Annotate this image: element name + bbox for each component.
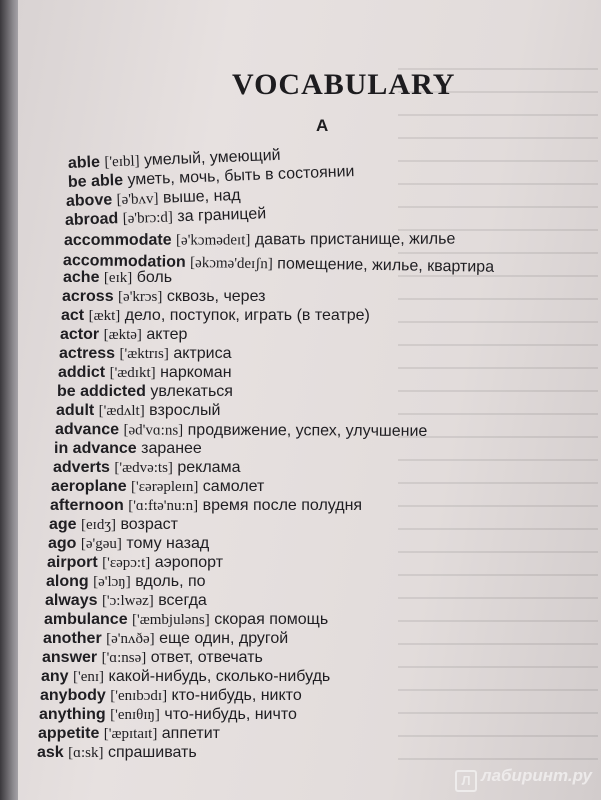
headword: ask <box>37 744 64 761</box>
headword: abroad <box>64 210 119 229</box>
headword: accommodation <box>62 252 186 271</box>
transcription: ['æktrɪs] <box>119 346 169 362</box>
translation: актриса <box>173 345 232 362</box>
headword: always <box>45 592 98 609</box>
headword: above <box>65 191 113 210</box>
transcription: ['enɪbɔdɪ] <box>110 688 168 704</box>
transcription: ['enɪθɪŋ] <box>110 707 160 723</box>
translation: взрослый <box>149 402 221 419</box>
translation: увлекаться <box>150 383 233 400</box>
translation: вдоль, по <box>135 573 206 590</box>
headword: anything <box>39 706 106 723</box>
transcription: [ə'krɔs] <box>118 289 163 305</box>
vocabulary-entry <box>54 440 202 458</box>
translation: актер <box>146 326 188 343</box>
headword: ago <box>48 535 77 552</box>
headword: age <box>49 516 77 533</box>
page-title: VOCABULARY <box>232 68 456 101</box>
vocabulary-entry <box>60 326 187 344</box>
translation: спрашивать <box>107 744 197 761</box>
translation: уметь, мочь, быть в состоянии <box>127 163 355 189</box>
headword: afternoon <box>50 497 124 514</box>
transcription: [əkɔmə'deɪʃn] <box>189 254 273 273</box>
headword: be able <box>67 171 124 191</box>
transcription: ['ɑ:nsə] <box>101 650 147 666</box>
vocabulary-entry <box>39 706 297 724</box>
headword: appetite <box>38 725 100 742</box>
transcription: [ə'brɔ:d] <box>122 209 174 228</box>
transcription: ['enɪ] <box>73 669 105 685</box>
vocabulary-entry <box>55 421 427 441</box>
transcription: [ɑ:sk] <box>68 745 104 761</box>
vocabulary-entry <box>49 516 178 534</box>
transcription: ['ædvə:ts] <box>114 460 173 476</box>
transcription: [æktə] <box>103 327 142 343</box>
transcription: ['æpɪtaɪt] <box>103 726 158 742</box>
transcription: ['ædʌlt] <box>98 403 145 419</box>
vocabulary-entry <box>46 573 206 591</box>
translation: выше, над <box>162 186 241 207</box>
vocabulary-entry <box>61 307 370 325</box>
transcription: [ə'nʌðə] <box>106 631 155 647</box>
translation: какой-нибудь, сколько-нибудь <box>108 668 331 685</box>
headword: along <box>46 573 89 590</box>
headword: accommodate <box>63 231 172 249</box>
headword: another <box>43 630 102 647</box>
vocabulary-entry <box>37 744 197 762</box>
transcription: ['ædɪkt] <box>109 365 156 381</box>
headword: adult <box>56 402 95 419</box>
vocabulary-entry <box>63 269 172 287</box>
headword: advance <box>54 421 120 439</box>
translation: сквозь, через <box>166 288 266 305</box>
translation: боль <box>136 269 173 286</box>
headword: aeroplane <box>51 478 127 495</box>
transcription: [eɪk] <box>103 270 133 286</box>
headword: across <box>62 288 114 305</box>
vocabulary-entry <box>58 364 232 382</box>
headword: able <box>67 153 101 172</box>
vocabulary-entry <box>44 611 328 629</box>
transcription: [ə'gəu] <box>80 536 122 552</box>
translation: еще один, другой <box>159 630 289 647</box>
vocabulary-entry <box>57 383 233 401</box>
translation: наркоман <box>160 364 232 381</box>
headword: answer <box>42 649 98 666</box>
translation: аэропорт <box>154 554 224 571</box>
headword: adverts <box>53 459 110 476</box>
vocabulary-entry <box>41 668 330 686</box>
translation: ответ, отвечать <box>150 649 263 666</box>
translation: заранее <box>141 440 202 457</box>
headword: ache <box>63 269 100 286</box>
vocabulary-entry <box>38 725 220 743</box>
headword: ambulance <box>44 611 128 628</box>
transcription: [eɪdʒ] <box>81 517 117 533</box>
watermark-text: лабиринт.ру <box>481 766 592 785</box>
headword: anybody <box>40 687 106 704</box>
transcription: [ə'bʌv] <box>116 190 159 209</box>
translation: давать пристанище, жилье <box>254 230 456 249</box>
vocabulary-entry <box>42 649 263 667</box>
vocabulary-entry <box>50 497 362 515</box>
transcription: ['ɛəpɔ:t] <box>102 555 151 571</box>
translation: кто-нибудь, никто <box>171 687 302 704</box>
vocabulary-entry <box>51 478 264 496</box>
transcription: [ækt] <box>88 308 121 324</box>
headword: in advance <box>54 440 137 457</box>
transcription: ['ɔ:lwəz] <box>101 593 154 609</box>
transcription: [əd'vɑ:ns] <box>123 422 184 439</box>
headword: any <box>41 668 69 685</box>
translation: реклама <box>177 459 241 476</box>
headword: actor <box>60 326 100 343</box>
transcription: [ə'lɔŋ] <box>93 574 131 590</box>
translation: дело, поступок, играть (в театре) <box>124 307 370 324</box>
transcription: ['æmbjuləns] <box>132 612 210 628</box>
headword: airport <box>47 554 98 571</box>
translation: время после полудня <box>202 497 363 514</box>
translation: что-нибудь, ничто <box>164 706 297 723</box>
vocabulary-entry <box>62 288 265 306</box>
watermark <box>455 766 592 792</box>
vocabulary-entry <box>45 592 207 610</box>
translation: возраст <box>120 516 178 533</box>
vocabulary-entry <box>47 554 223 572</box>
vocabulary-entry <box>48 535 209 553</box>
vocabulary-entry <box>64 231 455 250</box>
headword: addict <box>58 364 106 381</box>
vocabulary-entry <box>56 402 220 420</box>
translation: скорая помощь <box>214 611 329 628</box>
bleed-through-text <box>398 60 598 760</box>
translation: умелый, умеющий <box>143 146 281 170</box>
vocabulary-entry <box>53 459 240 477</box>
section-letter: A <box>316 116 329 135</box>
translation: всегда <box>158 592 207 609</box>
translation: продвижение, успех, улучшение <box>187 421 428 440</box>
labirint-logo-icon: Л <box>455 770 477 792</box>
transcription: ['eɪbl] <box>104 153 140 171</box>
transcription: [ə'kɔmədeɪt] <box>176 232 251 249</box>
transcription: ['ɑ:ftə'nu:n] <box>128 498 199 514</box>
translation: за границей <box>177 205 267 226</box>
vocabulary-entry <box>40 687 302 705</box>
translation: аппетит <box>161 725 220 742</box>
translation: самолет <box>202 478 265 495</box>
headword: be addicted <box>57 383 146 400</box>
translation: тому назад <box>126 535 210 552</box>
vocabulary-entry <box>43 630 288 648</box>
translation: помещение, жилье, квартира <box>277 255 495 276</box>
transcription: ['ɛərəpleɪn] <box>131 479 199 495</box>
headword: act <box>61 307 85 324</box>
vocabulary-entry <box>59 345 231 363</box>
headword: actress <box>59 345 116 362</box>
